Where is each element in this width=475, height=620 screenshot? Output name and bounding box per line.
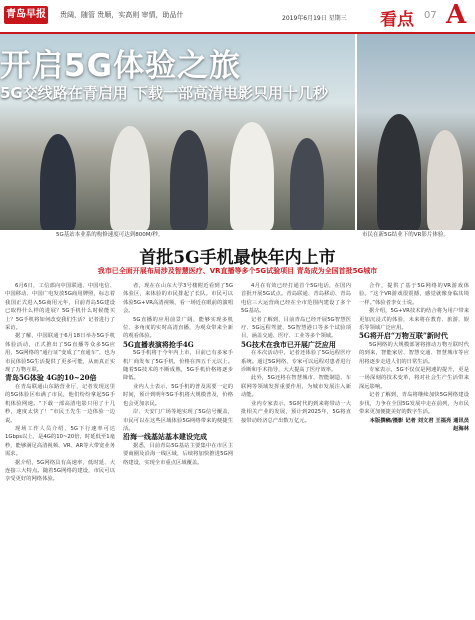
issue-date: 2019年6月19日 星期三 [282,15,347,22]
article-column-4 [359,282,469,618]
article-paragraph: 此外，5G还将在智慧城市、智能制造、车联网等领域发挥重要作用，为城市发展注入新动能。 [241,375,351,399]
hero-photo-right [357,34,475,230]
article-paragraph: 专家表示，5G不仅仅是网速的提升，更是一场深刻的技术变革，将对社会生产生活带来深远影响。 [359,367,469,390]
page-letter: A [446,0,467,30]
article-paragraph: 岸、天安门广场等地实现了5G信号覆盖，市民可以在这些区域体验5G网络带来的便捷生活。 [123,409,233,432]
article-column-2 [123,282,233,618]
article-paragraph: 据介绍，5G网络具有高速率、低时延、大连接三大特点。随着5G网络的建设，市民可以享受更好的网络体验。 [5,459,115,483]
hero-banner [0,34,475,230]
article-paragraph: 5G手机将于今年内上市，目前已有多家手机厂商发布了5G手机，价格在四五千元以上。随着5G技术的不断成熟，5G手机价格将逐步降低。 [123,350,233,382]
section-heading: 5G直播表演将抢手4G [123,339,194,349]
article-paragraph: 6月6日，工信部向中国联通、中国电信、中国移动、中国广电发放5G商用牌照，标志着我国正式进入5G商用元年，目前青岛5G建设已取得什么样的进展？5G手机什么时候能买上？5G手机将如何改变我们生活？记者进行了采访。 [5,283,115,332]
article-paragraph: 记者了解到，目前青岛已经开展5G智慧医疗、5G远程驾驶、5G智慧港口等多个试验项目，涵盖交通、医疗、工业等多个领域。 [241,316,351,340]
hero-title: 开启5G体验之旅 [0,48,242,84]
section-heading: 5G技术在我市已开展广泛应用 [241,339,336,349]
section-heading: 沿海一线基站基本建设完成 [123,432,207,442]
article-paragraph: 5G网络的大规模部署将推动万物互联时代的到来，智能家居、智慧交通、智慧城市等应用将逐步走进人们的日常生活。 [359,341,469,365]
masthead-slogan: 贵阔，随管 贵顺，实高则 审情，助品什 [60,11,184,19]
article-paragraph: 业内人士表示，5G手机的普及需要一定的时间，预计到明年5G手机将大规模普及，价格也会更加亲民。 [123,383,233,407]
article-paragraph: 据介绍，5G+VR技术的结合将为用户带来更加沉浸式的体验，未来将在教育、旅游、娱乐等领域广泛应用。 [359,308,469,332]
hero-subtitle: 5G交线路在青启用 下载一部高清电影只用十几秒 [0,84,328,102]
article-paragraph: 4月在有效已经打通首个5G电话，在国内首批开展5G试点。青岛联通、青岛移动、青岛电信三大运营商已经在全市范围内建设了多个5G基站。 [241,283,351,315]
article-byline: 本版撰稿/摄影 记者 刘文君 王福亮 通讯员 赵海林 [369,417,469,432]
newspaper-logo: 青岛早报 [4,6,48,24]
article-column-1 [5,282,115,618]
section-heading: 青岛5G体验 4G的10~20倍 [5,373,97,383]
photo-caption-right: 市民在新5G结业下的VR影片体验。 [362,232,449,238]
article-paragraph: 者，现在在山东大学3号楼附近看到了5G体验区，来体验的市民排起了长队。市民可以体验5G+VR高清视频，看一场近在眼前的演唱会。 [123,283,233,315]
section-heading: 5G将开启“万物互联”新时代 [359,331,448,341]
section-name: 看点 [380,10,414,30]
article-paragraph: 现场工作人员介绍，5G下行速率可达1Gbps以上，是4G的10~20倍，时延低至1毫秒，能够满足高清视频、VR、AR等大带宽业务需求。 [5,425,115,458]
article-column-3 [241,282,351,618]
article-paragraph: 合作，提供了基于5G网络的VR游戏体验。“这个VR游戏很震撼，感觉就像身临其境一样。”体验者李女士说。 [359,283,469,306]
article-paragraph: 据悉，目前青岛5G基站主要集中在市区主要商圈及沿海一线区域，后续将加快推进5G网络建设，实现全市重点区域覆盖。 [123,442,233,466]
article-paragraph: 记者了解到，青岛将继续加快5G网络建设步伐，力争在全国5G发展中走在前列，为市民带来更加便捷美好的数字生活。 [359,392,469,416]
masthead [0,0,475,34]
headline-deck: 我市已全面开展布局涉及智慧医疗、VR直播等多个5G试验项目 青岛成为全国首批5G城市 [97,267,378,275]
main-headline: 首批5G手机最快年内上市 [139,248,336,268]
photo-caption-left: 5G基站本业系的构修速度可达到800M/秒。 [56,232,164,238]
article-paragraph: 5G直播的应用前景广阔，能够实现多机位、多角度的实时高清直播，为观众带来全新的观看体验。 [123,316,233,340]
article-paragraph: 在本次活动中，记者还体验了5G远程医疗系统。通过5G网络，专家可以远程对患者进行诊断和手术指导，大大提高了医疗效率。 [241,350,351,374]
article-paragraph: 据了解，中国联通于6月18日举办5G手机体验活动，正式推出了5G直播等众多5G应用，5G网络的“通行证”变成了“直通车”，也为市民体验5G生活提供了更多可能，从而真正实现了万物互联。 [5,333,115,374]
article-paragraph: 业内专家表示，5G时代的到来将带动一大批相关产业的发展，预计到2025年，5G将直接带动经济总产出数万亿元。 [241,400,351,424]
article-paragraph: 在青岛联通山东路营业厅，记者发现这里的5G体验区布满了市民，他们纷纷拿起5G手机体验网速。“下载一部高清电影只用了十几秒，速度太快了！”市民王先生一边体验一边说。 [5,383,115,424]
page-number: 07 [424,10,437,21]
